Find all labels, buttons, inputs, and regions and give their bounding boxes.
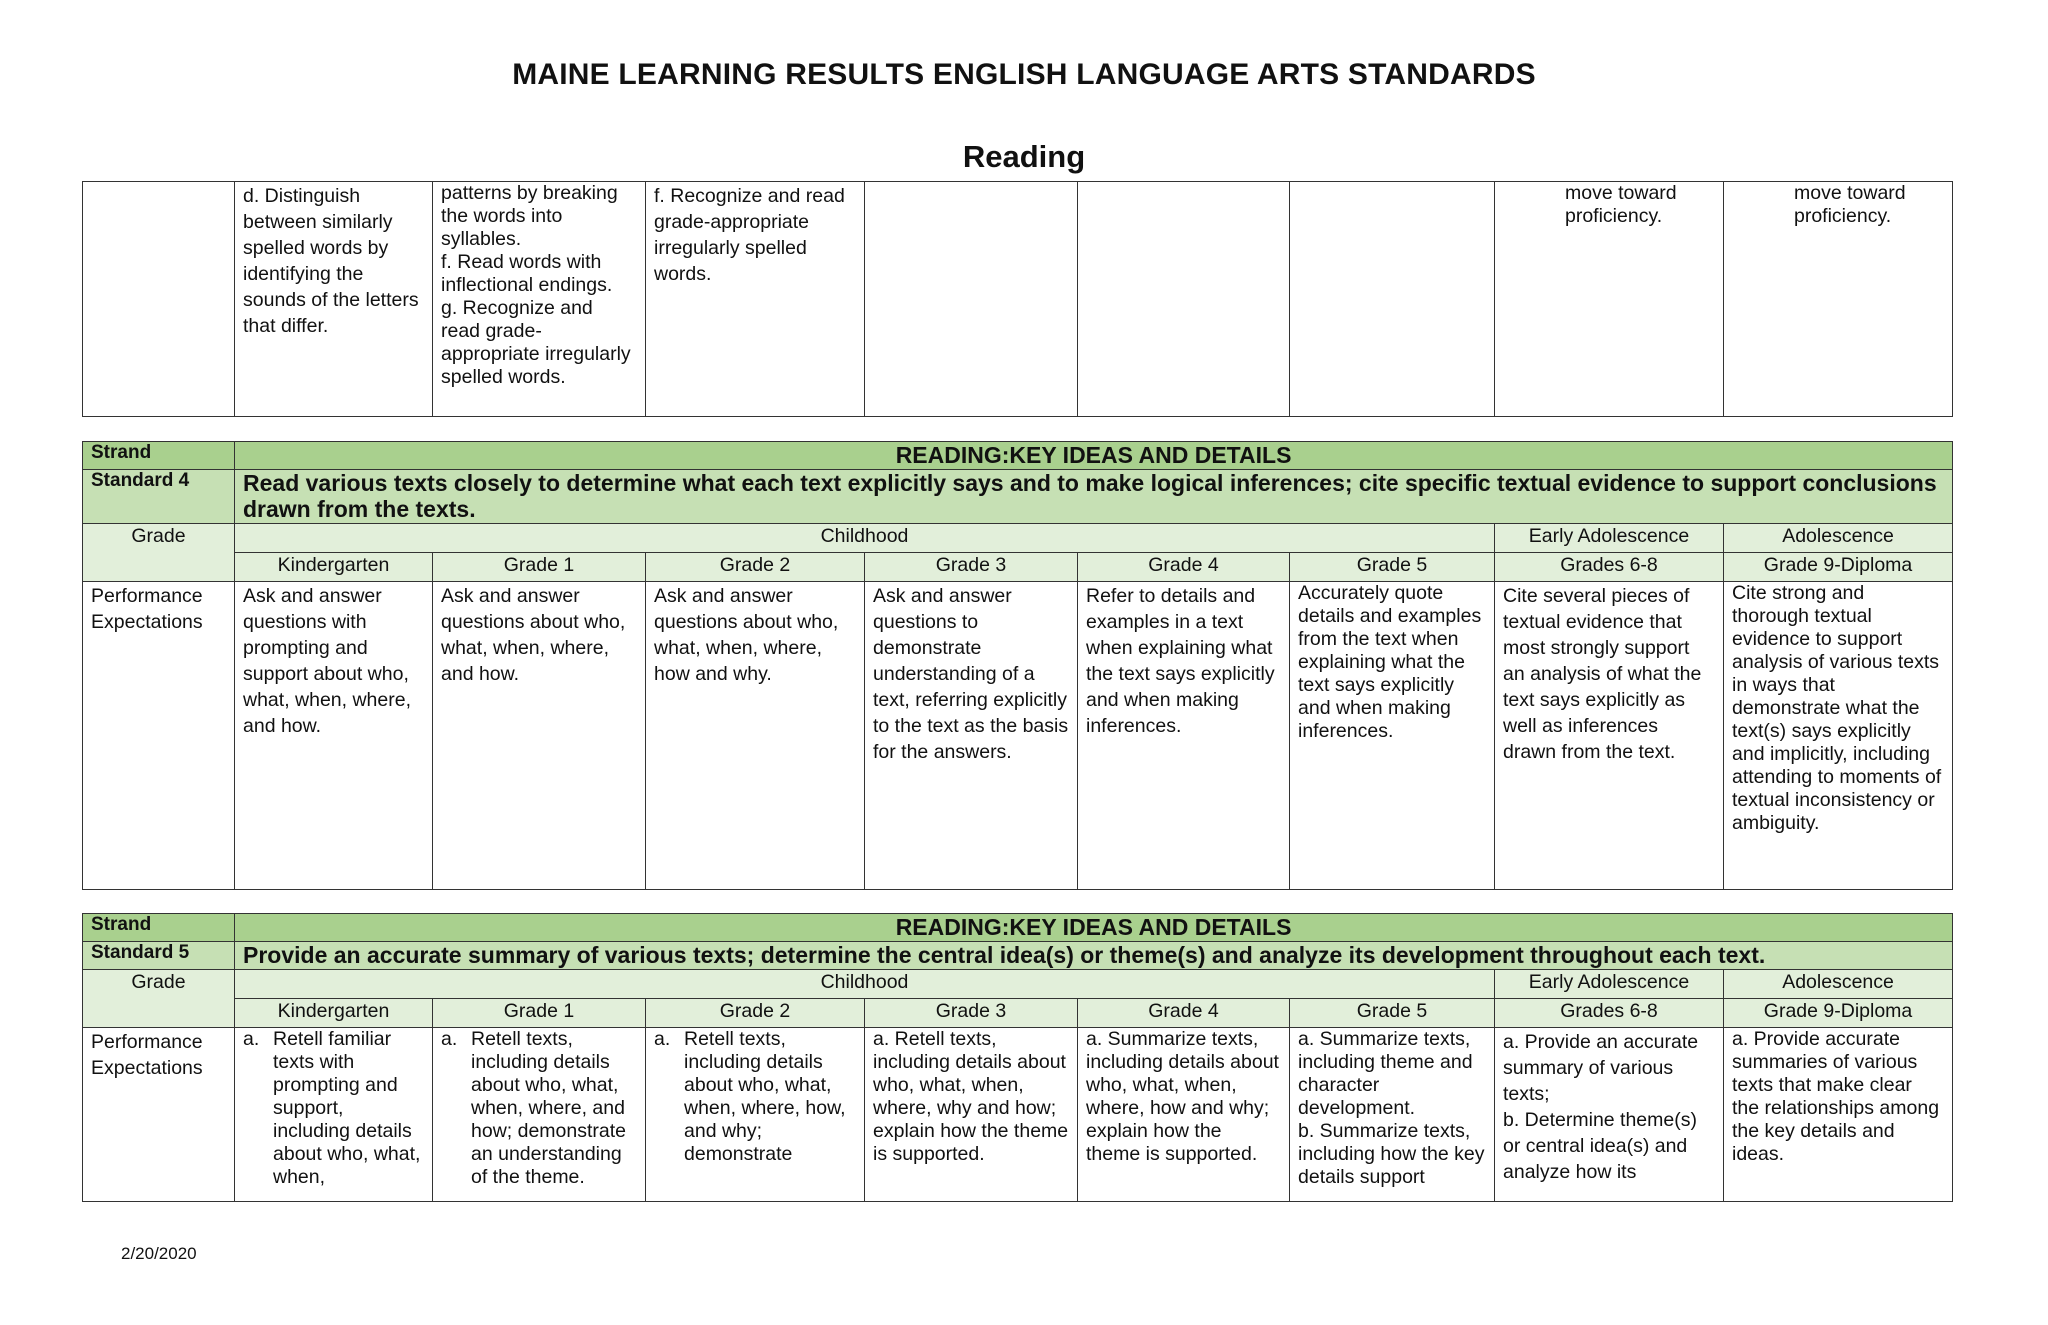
expectation-cell [433,1028,646,1202]
expectation-cell: Ask and answer questions about who, what, when, where, how and why. [646,582,865,890]
continuation-cell-grade5 [1290,182,1495,417]
expectation-cell: Ask and answer questions with prompting and support about who, what, when, where, and how. [235,582,433,890]
continuation-cell-grade-9-diploma: move toward proficiency. [1724,182,1953,417]
band-childhood: Childhood [235,524,1495,553]
list-marker: a. [654,1028,671,1050]
strand-label: Strand [83,914,235,942]
expectation-cell: a. Summarize texts, including details about who, what, when, where, how and why; explain how the theme is supported. [1078,1028,1290,1202]
grade-header: Grade 5 [1290,553,1495,582]
grade-header: Grade 1 [433,553,646,582]
band-childhood: Childhood [235,970,1495,999]
expectation-cell [646,1028,865,1202]
expectation-text: Retell texts, including details about who, what, when, where, and how; demonstrate an understanding of the theme. [471,1028,627,1188]
grade-header: Grade 2 [646,999,865,1028]
standard-text: Read various texts closely to determine what each text explicitly says and to make logical inferences; cite specific textual evidence to support conclusions drawn from the texts. [235,470,1953,524]
standard-4-table [82,441,1953,890]
expectation-cell: Ask and answer questions to demonstrate understanding of a text, referring explicitly to the text as the basis for the answers. [865,582,1078,890]
grade-header: Grade 9-Diploma [1724,999,1953,1028]
grade-header: Grade 4 [1078,999,1290,1028]
expectation-cell: a. Provide an accurate summary of various texts; b. Determine theme(s) or central idea(s) and analyze how its [1495,1028,1724,1202]
performance-expectations-label: Performance Expectations [83,582,235,890]
expectation-cell: Cite several pieces of textual evidence that most strongly support an analysis of what the text says explicitly as well as inferences drawn from the text. [1495,582,1724,890]
continuation-cell-grade2: f. Recognize and read grade-appropriate irregularly spelled words. [646,182,865,417]
grade-header: Grades 6-8 [1495,553,1724,582]
strand-title: READING:KEY IDEAS AND DETAILS [235,442,1953,470]
grade-header: Grade 1 [433,999,646,1028]
strand-title: READING:KEY IDEAS AND DETAILS [235,914,1953,942]
grade-header: Grade 9-Diploma [1724,553,1953,582]
grade-header: Kindergarten [235,999,433,1028]
continuation-cell-grade4 [1078,182,1290,417]
list-marker: a. [441,1028,458,1050]
continuation-cell-grades-6-8: move toward proficiency. [1495,182,1724,417]
expectation-cell: a. Retell texts, including details about who, what, when, where, why and how; explain how the theme is supported. [865,1028,1078,1202]
document-title: MAINE LEARNING RESULTS ENGLISH LANGUAGE ARTS STANDARDS [512,58,1536,91]
expectation-cell [235,1028,433,1202]
standard-text: Provide an accurate summary of various texts; determine the central idea(s) or theme(s) and analyze its development throughout each text. [235,942,1953,970]
standard-label: Standard 4 [83,470,235,524]
grade-header: Grades 6-8 [1495,999,1724,1028]
expectation-text: Retell texts, including details about who, what, when, where, how, and why; demonstrate [684,1028,846,1165]
expectation-cell: Cite strong and thorough textual evidence to support analysis of various texts in ways that demonstrate what the text(s) says explicitly and implicitly, including attending to moments of textual inconsistency or ambiguity. [1724,582,1953,890]
section-title: Reading [962,139,1086,174]
expectation-cell: a. Summarize texts, including theme and character development. b. Summarize texts, including how the key details support [1290,1028,1495,1202]
expectation-cell: a. Provide accurate summaries of various texts that make clear the relationships among the key details and ideas. [1724,1028,1953,1202]
band-adolescence: Adolescence [1724,524,1953,553]
grade-header: Grade 3 [865,999,1078,1028]
performance-expectations-label: Performance Expectations [83,1028,235,1202]
band-early-adolescence: Early Adolescence [1495,524,1724,553]
expectation-cell: Accurately quote details and examples from the text when explaining what the text says explicitly and when making inferences. [1290,582,1495,890]
continuation-table [82,181,1953,417]
grade-label: Grade [83,970,235,1028]
expectation-cell: Ask and answer questions about who, what, when, where, and how. [433,582,646,890]
strand-label: Strand [83,442,235,470]
band-adolescence: Adolescence [1724,970,1953,999]
band-early-adolescence: Early Adolescence [1495,970,1724,999]
expectation-cell: Refer to details and examples in a text when explaining what the text says explicitly and when making inferences. [1078,582,1290,890]
grade-header: Grade 4 [1078,553,1290,582]
grade-header: Kindergarten [235,553,433,582]
grade-header: Grade 3 [865,553,1078,582]
grade-label: Grade [83,524,235,582]
footer-date: 2/20/2020 [121,1244,197,1263]
continuation-cell-label [83,182,235,417]
continuation-cell-grade1: patterns by breaking the words into syllables. f. Read words with inflectional endings. g. Recognize and read grade-appropriate irregularly spelled words. [433,182,646,417]
continuation-cell-kindergarten: d. Distinguish between similarly spelled words by identifying the sounds of the letters that differ. [235,182,433,417]
grade-header: Grade 5 [1290,999,1495,1028]
expectation-text: Retell familiar texts with prompting and support, including details about who, what, when, [273,1028,421,1188]
standard-label: Standard 5 [83,942,235,970]
grade-header: Grade 2 [646,553,865,582]
continuation-cell-grade3 [865,182,1078,417]
standard-5-table [82,913,1953,1202]
list-marker: a. [243,1028,260,1050]
